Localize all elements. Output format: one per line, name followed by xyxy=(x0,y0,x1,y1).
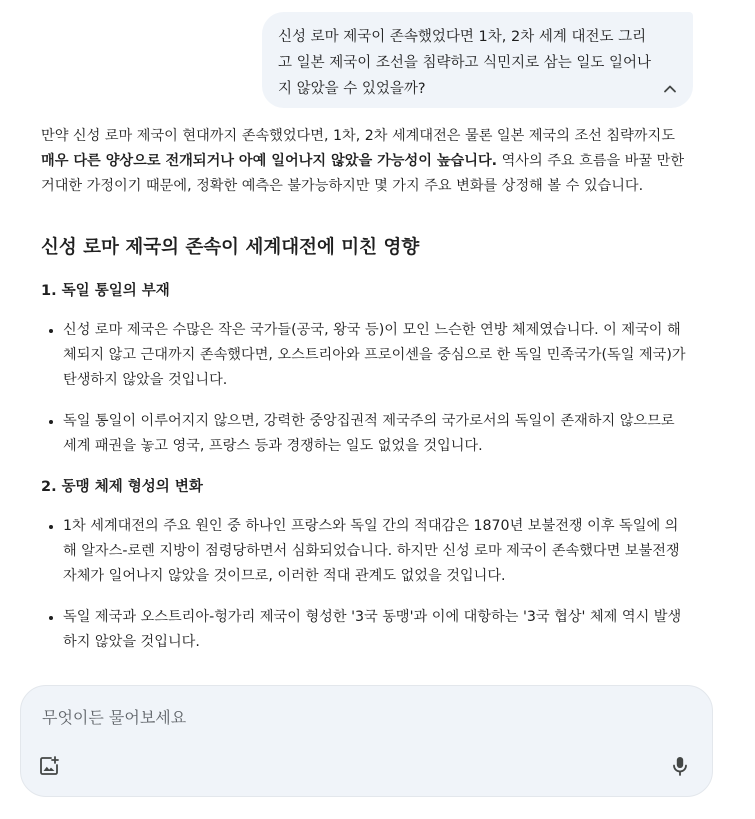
list-item: • 독일 제국과 오스트리아-헝가리 제국이 형성한 '3국 동맹'과 이에 대항하는 '3국 협상' 체제 역시 발생하지 않았을 것입니다. xyxy=(63,605,691,655)
response-intro xyxy=(41,124,691,199)
list-item: • 1차 세계대전의 주요 원인 중 하나인 프랑스와 독일 간의 적대감은 1870년 보불전쟁 이후 독일에 의해 알자스-로렌 지방이 점령당하면서 심화되었습니다. 하지만 신성 로마 제국이 존속했다면 보불전쟁 자체가 일어나지 않았을 것이므로, 이러한 적대 관계도 없었을 것입니다. xyxy=(63,514,691,589)
response-heading: 신성 로마 제국의 존속이 세계대전에 미친 영향 xyxy=(41,237,420,258)
user-message-text: 신성 로마 제국이 존속했었다면 1차, 2차 세계 대전도 그리고 일본 제국이 조선을 침략하고 식민지로 삼는 일도 일어나지 않았을 수 있었을까? xyxy=(278,29,652,97)
intro-text-part2: 역사의 주요 흐름을 바꿀 만한 거대한 가정이기 때문에, 정확한 예측은 불가능하지만 몇 가지 주요 변화를 상정해 볼 수 있습니다. xyxy=(41,153,685,194)
chevron-up-icon[interactable] xyxy=(661,80,679,98)
section-1-list xyxy=(41,318,691,459)
model-response xyxy=(41,124,691,671)
user-message-bubble xyxy=(262,12,693,108)
add-image-button[interactable] xyxy=(33,750,65,782)
prompt-composer xyxy=(20,685,713,797)
microphone-button[interactable] xyxy=(664,750,696,782)
section-2-list xyxy=(41,514,691,655)
section-heading-2: 2. 동맹 체제 형성의 변화 xyxy=(41,479,203,495)
intro-bold-text: 매우 다른 양상으로 전개되거나 아예 일어나지 않았을 가능성이 높습니다. xyxy=(41,153,498,169)
section-heading-1: 1. 독일 통일의 부재 xyxy=(41,283,170,299)
list-item: • 독일 통일이 이루어지지 않으면, 강력한 중앙집권적 제국주의 국가로서의 독일이 존재하지 않으므로 세계 패권을 놓고 영국, 프랑스 등과 경쟁하는 일도 없었을 것입니다. xyxy=(63,409,691,459)
prompt-input[interactable] xyxy=(42,704,642,730)
intro-text-part1: 만약 신성 로마 제국이 현대까지 존속했었다면, 1차, 2차 세계대전은 물론 일본 제국의 조선 침략까지도 xyxy=(41,128,675,144)
list-item: • 신성 로마 제국은 수많은 작은 국가들(공국, 왕국 등)이 모인 느슨한 연방 체제였습니다. 이 제국이 해체되지 않고 근대까지 존속했다면, 오스트리아와 프로이센을 중심으로 한 독일 민족국가(독일 제국)가 탄생하지 않았을 것입니다. xyxy=(63,318,691,393)
microphone-icon xyxy=(669,755,691,777)
add-image-icon xyxy=(38,755,60,777)
